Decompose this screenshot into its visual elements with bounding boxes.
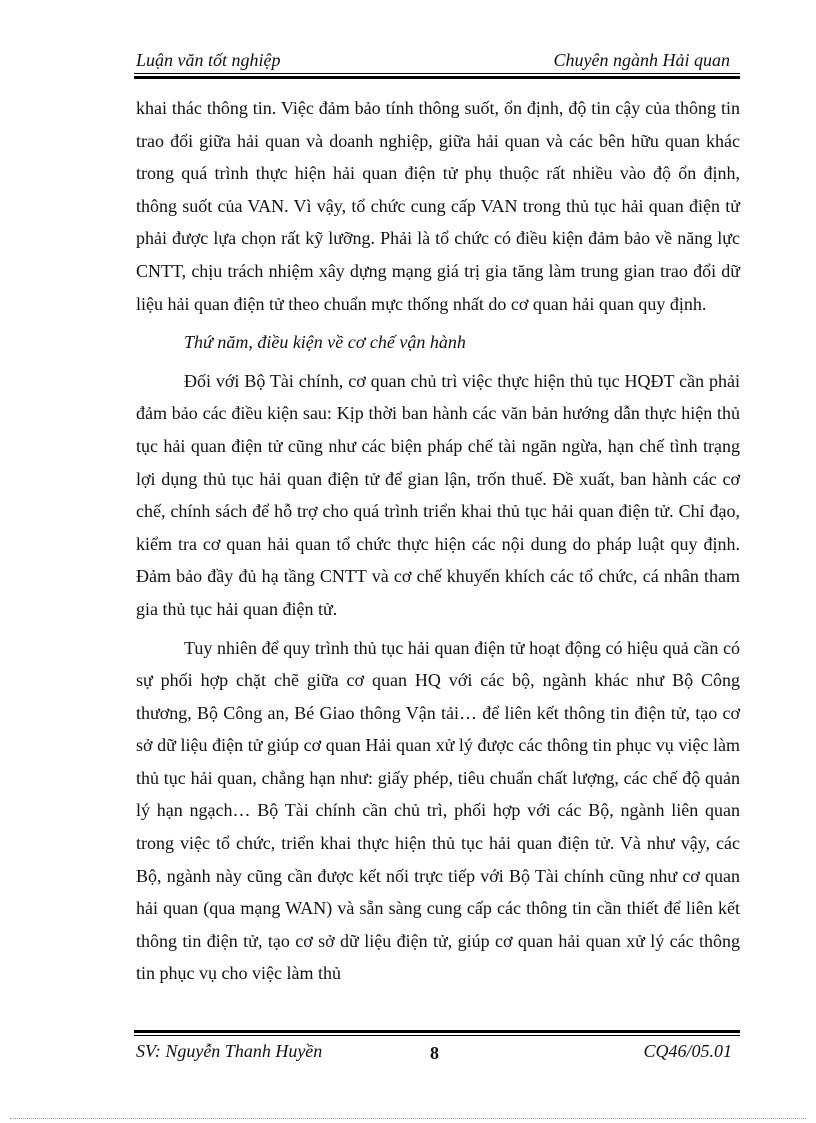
paragraph-continued: khai thác thông tin. Việc đảm bảo tính thông suốt, ổn định, độ tin cậy của thông tin trao đổi giữa hải quan và doanh nghiệp, giữa hải quan và các bên hữu quan khác trong quá trình thực hiện hải quan điện tử phụ thuộc rất nhiều vào độ ổn định, thông suốt của VAN. Vì vậy, tổ chức cung cấp VAN trong thủ tục hải quan điện tử phải được lựa chọn rất kỹ lưỡng. Phải là tổ chức có điều kiện đảm bảo về năng lực CNTT, chịu trách nhiệm xây dựng mạng giá trị gia tăng làm trung gian trao đổi dữ liệu hải quan điện tử theo chuẩn mực thống nhất do cơ quan hải quan quy định. — [136, 98, 740, 314]
header-rule-thick — [134, 76, 740, 79]
header-major-label: Chuyên ngành Hải quan — [553, 50, 730, 70]
section-heading: Thứ năm, điều kiện về cơ chế vận hành — [184, 332, 466, 353]
header-thesis-label: Luận văn tốt nghiệp — [136, 50, 281, 70]
page-edge-dotted-line — [10, 1118, 806, 1119]
page-header — [134, 47, 740, 73]
header-rule-thin — [134, 73, 740, 74]
footer-rule-thick — [134, 1030, 740, 1033]
page-number: 8 — [430, 1043, 439, 1063]
paragraph-coordination: Tuy nhiên để quy trình thủ tục hải quan điện tử hoạt động có hiệu quả cần có sự phối hợp chặt chẽ giữa cơ quan HQ với các bộ, ngành khác như Bộ Công thương, Bộ Công an, Bé Giao thông Vận tải… để liên kết thông tin điện tử, tạo cơ sở dữ liệu điện tử giúp cơ quan Hải quan xử lý được các thông tin phục vụ việc làm thủ tục hải quan, chẳng hạn như: giấy phép, tiêu chuẩn chất lượng, các chế độ quản lý hạn ngạch… Bộ Tài chính cần chủ trì, phối hợp với các Bộ, ngành liên quan trong việc tổ chức, triển khai thực hiện thủ tục hải quan điện tử. Và như vậy, các Bộ, ngành này cũng cần được kết nối trực tiếp với Bộ Tài chính cũng như cơ quan hải quan (qua mạng WAN) và sẵn sàng cung cấp các thông tin cần thiết để liên kết thông tin điện tử, tạo cơ sở dữ liệu điện tử, giúp cơ quan hải quan xử lý các thông tin phục vụ cho việc làm thủ — [136, 637, 740, 984]
footer-rule-thin — [134, 1035, 740, 1036]
paragraph-ministry-finance: Đối với Bộ Tài chính, cơ quan chủ trì việc thực hiện thủ tục HQĐT cần phải đảm bảo các điều kiện sau: Kịp thời ban hành các văn bản hướng dẫn thực hiện thủ tục hải quan điện tử cũng như các biện pháp chế tài ngăn ngừa, hạn chế tình trạng lợi dụng thủ tục hải quan điện tử để gian lận, trốn thuế. Đề xuất, ban hành các cơ chế, chính sách để hỗ trợ cho quá trình triển khai thủ tục hải quan điện tử. Chỉ đạo, kiểm tra cơ quan hải quan tổ chức thực hiện các nội dung do pháp luật quy định. Đảm bảo đầy đủ hạ tầng CNTT và cơ chế khuyến khích các tổ chức, cá nhân tham gia thủ tục hải quan điện tử. — [136, 370, 740, 619]
footer-student-name: SV: Nguyễn Thanh Huyền — [136, 1041, 323, 1061]
page-body — [136, 92, 740, 990]
page-footer — [134, 1040, 740, 1068]
footer-class-code: CQ46/05.01 — [643, 1041, 732, 1061]
